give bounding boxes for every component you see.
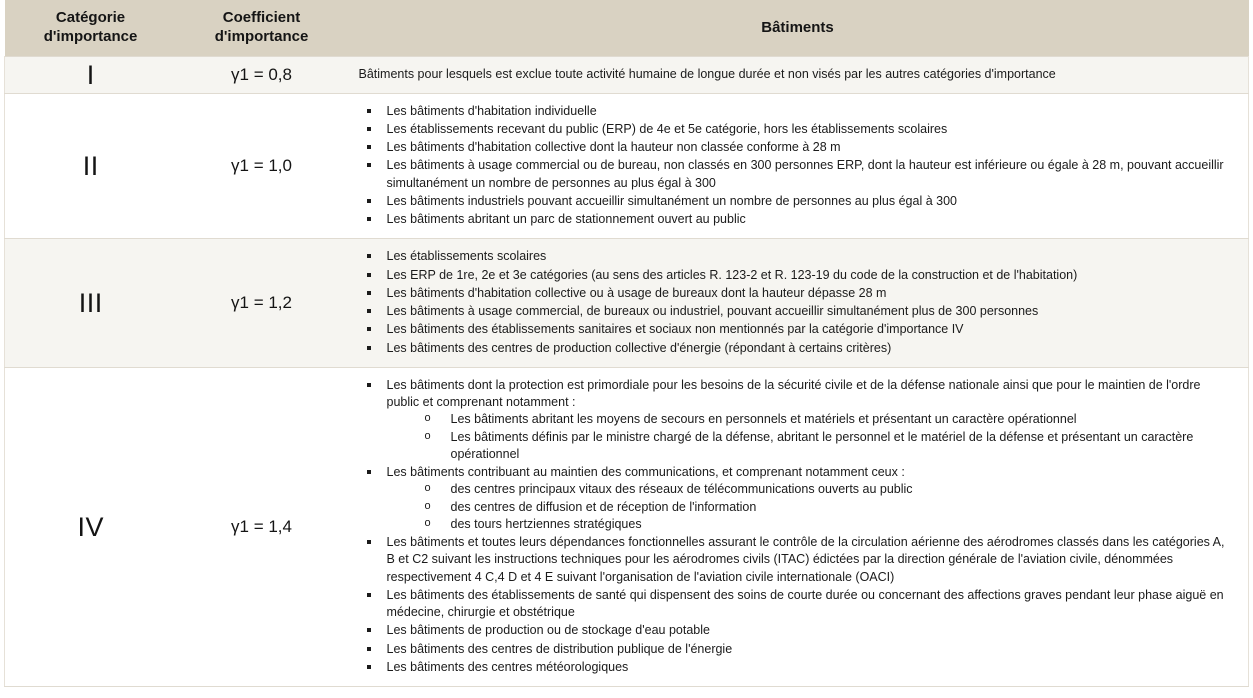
list-item-text: Les bâtiments dont la protection est primordiale pour les besoins de la sécurité civile et de la défense nationale ainsi que pour le maintien de l'ordre public et comprenant notamment : xyxy=(386,377,1201,410)
importance-category-table xyxy=(4,0,1249,687)
list-item xyxy=(355,659,1235,676)
list-item-text: Les bâtiments des établissements sanitaires et sociaux non mentionnés par la catégorie d'importance IV xyxy=(386,322,964,337)
cell-coefficient-importance: γ1 = 0,8 xyxy=(177,57,347,93)
list-item xyxy=(355,285,1235,302)
list-item xyxy=(355,377,1235,463)
cell-categorie-importance: III xyxy=(5,239,177,368)
cell-batiments xyxy=(347,239,1249,368)
list-item xyxy=(355,139,1235,156)
list-item-text: Les bâtiments d'habitation collective ou à usage de bureaux dont la hauteur dépasse 28 m xyxy=(386,285,887,300)
cell-batiments xyxy=(347,57,1249,93)
list-item-text: Les bâtiments des établissements de santé qui dispensent des soins de courte durée ou concernant des affections graves pendant leur phase aiguë en médecine, chirurgie et obstétrique xyxy=(386,587,1224,620)
sublist-item: o Les bâtiments définis par le ministre chargé de la défense, abritant le personnel et le matériel de la défense et présentant un caractère opérationnel xyxy=(387,429,1235,464)
list-item xyxy=(355,321,1235,338)
list-item xyxy=(355,534,1235,586)
list-item xyxy=(355,248,1235,265)
header-coefficient-line2: d'importance xyxy=(214,28,309,46)
batiments-description: Bâtiments pour lesquels est exclue toute activité humaine de longue durée et non visés par les autres catégories d'importance xyxy=(358,67,1056,82)
list-item-text: Les bâtiments de production ou de stockage d'eau potable xyxy=(386,623,710,638)
list-item xyxy=(355,157,1235,192)
header-coefficient-line1: Coefficient xyxy=(222,9,301,26)
sublist-item: o Les bâtiments abritant les moyens de secours en personnels et matériels et présentant un caractère opérationnel xyxy=(387,411,1235,428)
list-item-text: Les bâtiments et toutes leurs dépendances fonctionnelles assurant le contrôle de la circulation aérienne des aérodromes classés dans les catégories A, B et C2 suivant les instructions techniques pour les aérodromes civils (ITAC) édictées par la direction générale de l'aviation civile, dénommées respectivement 4 C,4 D et 4 E suivant l'organisation de l'aviation civile internationale (OACI) xyxy=(386,535,1225,584)
batiments-list xyxy=(355,377,1235,676)
list-item xyxy=(355,622,1235,639)
table-body xyxy=(5,57,1249,687)
cell-categorie-importance: I xyxy=(5,57,177,93)
list-item xyxy=(355,193,1235,210)
batiments-list xyxy=(355,103,1235,229)
list-item-text: Les bâtiments à usage commercial ou de bureau, non classés en 300 personnes ERP, dont la hauteur est inférieure ou égale à 28 m, pouvant accueillir simultanément un nombre de personnes au plus égal à 300 xyxy=(386,158,1224,190)
column-header-coefficient-importance xyxy=(177,0,347,57)
sublist-item: o des centres de diffusion et de réception de l'information xyxy=(387,499,1235,516)
list-item xyxy=(355,641,1235,658)
column-header-categorie-importance xyxy=(5,0,177,57)
list-item-text: Les bâtiments industriels pouvant accueillir simultanément un nombre de personnes au plus égal à 300 xyxy=(386,193,957,208)
list-item xyxy=(355,464,1235,533)
list-item xyxy=(355,103,1235,120)
sublist-item: o des tours hertziennes stratégiques xyxy=(387,516,1235,533)
header-batiments-label: Bâtiments xyxy=(761,18,834,36)
list-item-text: Les bâtiments contribuant au maintien des communications, et comprenant notamment ceux : xyxy=(386,465,905,480)
list-item-text: Les bâtiments d'habitation individuelle xyxy=(386,103,597,118)
batiments-sublist xyxy=(387,411,1235,463)
cell-categorie-importance: II xyxy=(5,93,177,239)
list-item-text: Les bâtiments d'habitation collective dont la hauteur non classée conforme à 28 m xyxy=(386,140,841,155)
list-item-text: Les bâtiments des centres de production collective d'énergie (répondant à certains critères) xyxy=(386,340,892,355)
header-categorie-line1: Catégorie xyxy=(55,9,126,26)
list-item-text: Les établissements scolaires xyxy=(386,249,547,264)
list-item-text: Les bâtiments abritant un parc de stationnement ouvert au public xyxy=(386,212,746,227)
list-item-text: Les bâtiments à usage commercial, de bureaux ou industriel, pouvant accueillir simultanément plus de 300 personnes xyxy=(386,304,1039,319)
list-item-text: Les établissements recevant du public (ERP) de 4e et 5e catégorie, hors les établissements scolaires xyxy=(386,121,948,136)
header-categorie-line2: d'importance xyxy=(43,28,138,46)
batiments-sublist xyxy=(387,481,1235,533)
cell-coefficient-importance: γ1 = 1,0 xyxy=(177,93,347,239)
table-row xyxy=(5,367,1249,686)
list-item xyxy=(355,121,1235,138)
list-item xyxy=(355,267,1235,284)
list-item-text: Les ERP de 1re, 2e et 3e catégories (au sens des articles R. 123-2 et R. 123-19 du code de la construction et de l'habitation) xyxy=(386,267,1078,282)
list-item xyxy=(355,211,1235,228)
list-item xyxy=(355,340,1235,357)
cell-categorie-importance: IV xyxy=(5,367,177,686)
list-item-text: Les bâtiments des centres de distribution publique de l'énergie xyxy=(386,641,733,656)
table-row xyxy=(5,93,1249,239)
list-item xyxy=(355,587,1235,622)
table-row xyxy=(5,239,1249,368)
list-item xyxy=(355,303,1235,320)
sublist-item: o des centres principaux vitaux des réseaux de télécommunications ouverts au public xyxy=(387,481,1235,498)
table-header xyxy=(5,0,1249,57)
cell-coefficient-importance: γ1 = 1,2 xyxy=(177,239,347,368)
list-item-text: Les bâtiments des centres météorologiques xyxy=(386,659,629,674)
cell-batiments xyxy=(347,93,1249,239)
batiments-list xyxy=(355,248,1235,357)
header-row xyxy=(5,0,1249,57)
table-row xyxy=(5,57,1249,93)
cell-batiments xyxy=(347,367,1249,686)
cell-coefficient-importance: γ1 = 1,4 xyxy=(177,367,347,686)
column-header-batiments xyxy=(347,0,1249,57)
